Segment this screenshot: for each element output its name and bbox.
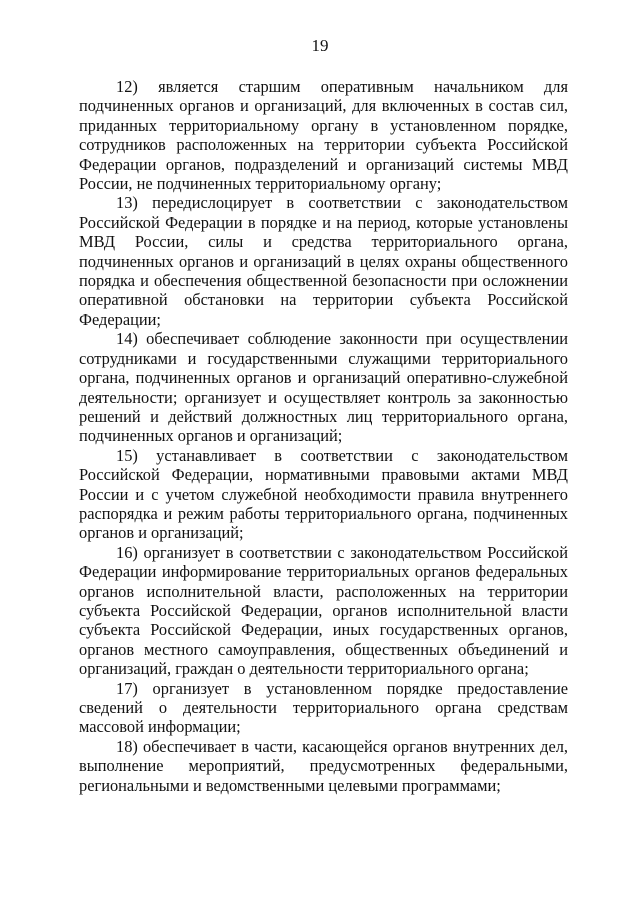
paragraph-item-14: 14) обеспечивает соблюдение законности при осуществлении сотрудниками и государственными служащими территориального органа, подчиненных органов и организаций оперативно-служебной деятельности; организует и осуществляет контроль за законностью решений и действий должностных лиц территориального органа, подчиненных органов и организаций; xyxy=(79,329,568,446)
paragraph-item-18: 18) обеспечивает в части, касающейся органов внутренних дел, выполнение мероприятий, предусмотренных федеральными, региональными и ведомственными целевыми программами; xyxy=(79,736,568,795)
paragraph-item-15: 15) устанавливает в соответствии с законодательством Российской Федерации, нормативными правовыми актами МВД России и с учетом служебной необходимости правила внутреннего распорядка и режим работы территориального органа, подчиненных органов и организаций; xyxy=(79,445,568,543)
paragraph-item-17: 17) организует в установленном порядке предоставление сведений о деятельности территориального органа средствам массовой информации; xyxy=(79,678,568,737)
page-number: 19 xyxy=(311,36,329,55)
paragraph-item-13: 13) передислоцирует в соответствии с законодательством Российской Федерации в порядке и на период, которые установлены МВД России, силы и средства территориального органа, подчиненных органов и организаций в целях охраны общественного порядка и обеспечения общественной безопасности при осложнении оперативной обстановки на территории субъекта Российской Федерации; xyxy=(79,193,568,329)
paragraph-item-12: 12) является старшим оперативным начальником для подчиненных органов и организаций, для включенных в состав сил, приданных территориальному органу в установленном порядке, сотрудников расположенных на территории субъекта Российской Федерации органов, подразделений и организаций системы МВД России, не подчиненных территориальному органу; xyxy=(79,77,568,194)
paragraph-item-16: 16) организует в соответствии с законодательством Российской Федерации информирование территориальных органов федеральных органов исполнительной власти, расположенных на территории субъекта Российской Федерации, органов исполнительной власти субъекта Российской Федерации, иных государственных органов, органов местного самоуправления, общественных объединений и организаций, граждан о деятельности территориального органа; xyxy=(79,542,568,679)
document-body xyxy=(79,77,568,795)
